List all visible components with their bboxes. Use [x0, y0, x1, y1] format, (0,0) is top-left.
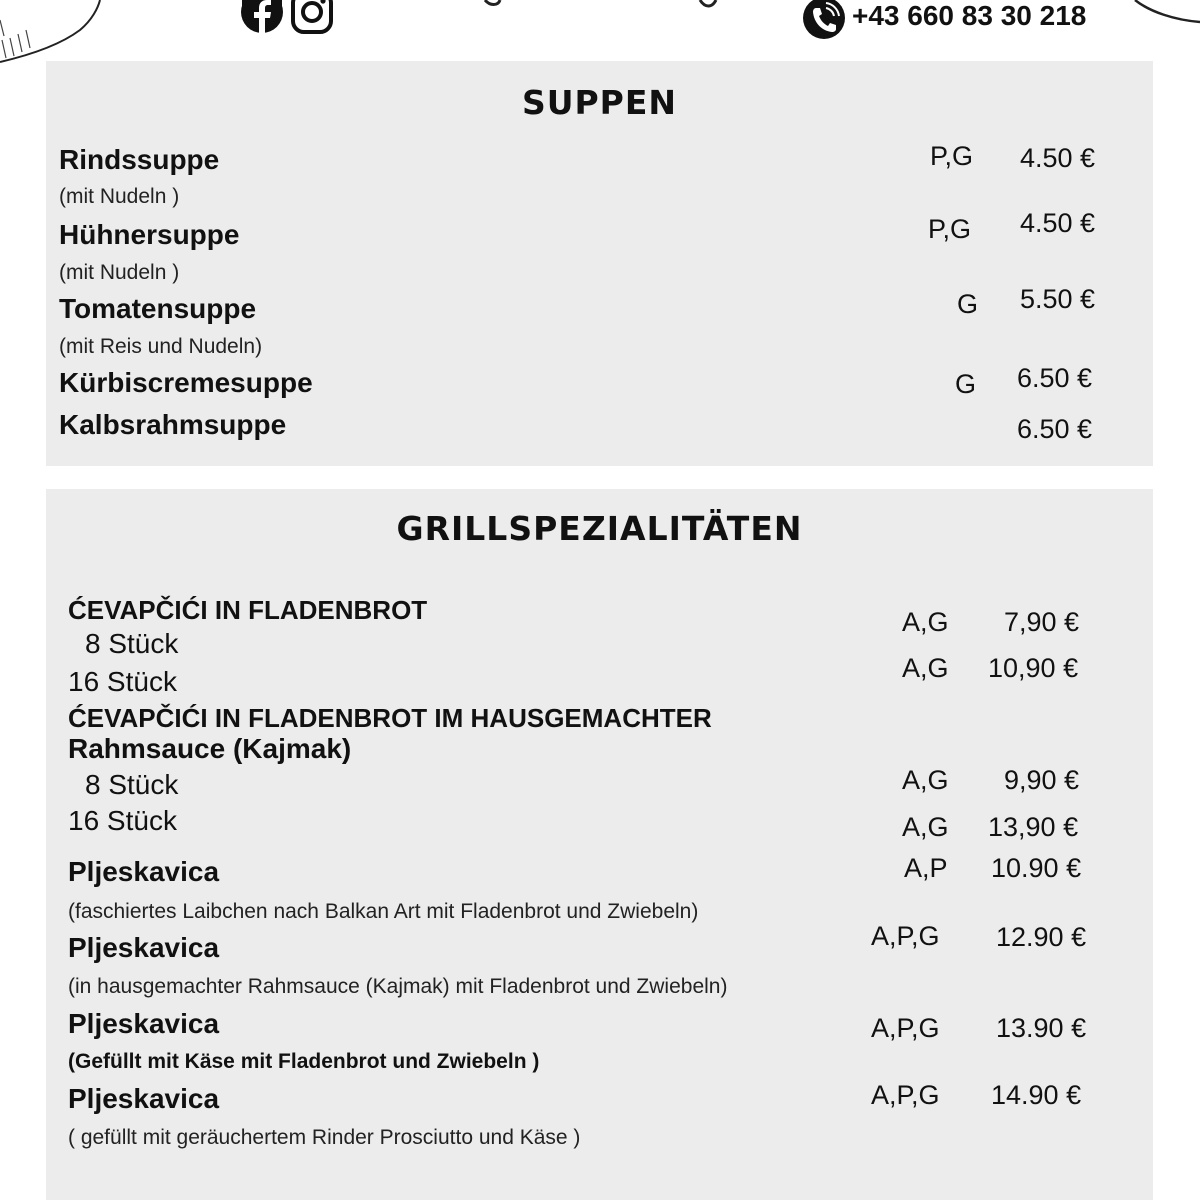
- item-allergens: A,P,G: [871, 1080, 940, 1110]
- item-allergens: A,G: [902, 765, 949, 795]
- item-name: Pljeskavica: [68, 932, 220, 963]
- item-name: Pljeskavica: [68, 1008, 220, 1039]
- item-allergens: G: [955, 369, 977, 399]
- item-description: (mit Nudeln ): [59, 261, 180, 284]
- facebook-icon[interactable]: [240, 0, 284, 34]
- section-title-suppen: SUPPEN: [521, 83, 678, 122]
- item-quantity: 8 Stück: [85, 769, 179, 800]
- top-center-sketch-decoration: [480, 0, 730, 12]
- item-name: Pljeskavica: [68, 856, 220, 887]
- item-description: (mit Reis und Nudeln): [59, 335, 263, 358]
- item-name-line2: Rahmsauce (Kajmak): [68, 733, 352, 764]
- item-price: 4.50 €: [1020, 143, 1096, 173]
- item-price: 6.50 €: [1017, 414, 1093, 444]
- item-name: Hühnersuppe: [59, 219, 240, 250]
- item-name: ĆEVAPČIĆI IN FLADENBROT: [68, 595, 428, 625]
- item-allergens: A,G: [902, 812, 949, 842]
- item-price: 10,90 €: [988, 653, 1079, 683]
- item-price: 12.90 €: [996, 922, 1087, 952]
- item-name: ĆEVAPČIĆI IN FLADENBROT IM HAUSGEMACHTER: [68, 703, 712, 733]
- item-allergens: A,P,G: [871, 921, 940, 951]
- right-sketch-decoration: [1130, 0, 1200, 30]
- item-allergens: A,P: [904, 853, 948, 883]
- item-price: 5.50 €: [1020, 284, 1096, 314]
- left-sketch-decoration: [0, 0, 110, 70]
- item-price: 13,90 €: [988, 812, 1079, 842]
- item-allergens: A,G: [902, 653, 949, 683]
- item-description: (mit Nudeln ): [59, 185, 180, 208]
- item-name: Rindssuppe: [59, 144, 220, 175]
- item-quantity: 8 Stück: [85, 628, 179, 659]
- item-description: (Gefüllt mit Käse mit Fladenbrot und Zwiebeln ): [68, 1050, 540, 1073]
- grill-section: [46, 489, 1153, 1200]
- item-name: Kürbiscremesuppe: [59, 367, 313, 398]
- item-name: Pljeskavica: [68, 1083, 220, 1114]
- section-title-grill: GRILLSPEZIALITÄTEN: [396, 509, 803, 548]
- item-price: 14.90 €: [991, 1080, 1082, 1110]
- item-name: Tomatensuppe: [59, 293, 257, 324]
- phone-number[interactable]: +43 660 83 30 218: [852, 0, 1087, 31]
- phone-icon: [802, 0, 846, 40]
- item-price: 9,90 €: [1004, 765, 1080, 795]
- item-allergens: A,P,G: [871, 1013, 940, 1043]
- item-description: (faschiertes Laibchen nach Balkan Art mit Fladenbrot und Zwiebeln): [68, 900, 699, 923]
- item-price: 10.90 €: [991, 853, 1082, 883]
- item-description: (in hausgemachter Rahmsauce (Kajmak) mit Fladenbrot und Zwiebeln): [68, 975, 728, 998]
- suppen-section: [46, 61, 1153, 466]
- item-price: 4.50 €: [1020, 208, 1096, 238]
- item-quantity: 16 Stück: [68, 805, 177, 836]
- item-allergens: G: [957, 289, 979, 319]
- item-name: Kalbsrahmsuppe: [59, 409, 287, 440]
- item-allergens: A,G: [902, 607, 949, 637]
- item-allergens: P,G: [930, 141, 974, 171]
- instagram-icon[interactable]: [290, 0, 334, 34]
- item-price: 6.50 €: [1017, 363, 1093, 393]
- item-description: ( gefüllt mit geräuchertem Rinder Prosciutto und Käse ): [68, 1126, 581, 1149]
- item-allergens: P,G: [928, 214, 972, 244]
- item-quantity: 16 Stück: [68, 666, 177, 697]
- item-price: 7,90 €: [1004, 607, 1080, 637]
- item-price: 13.90 €: [996, 1013, 1087, 1043]
